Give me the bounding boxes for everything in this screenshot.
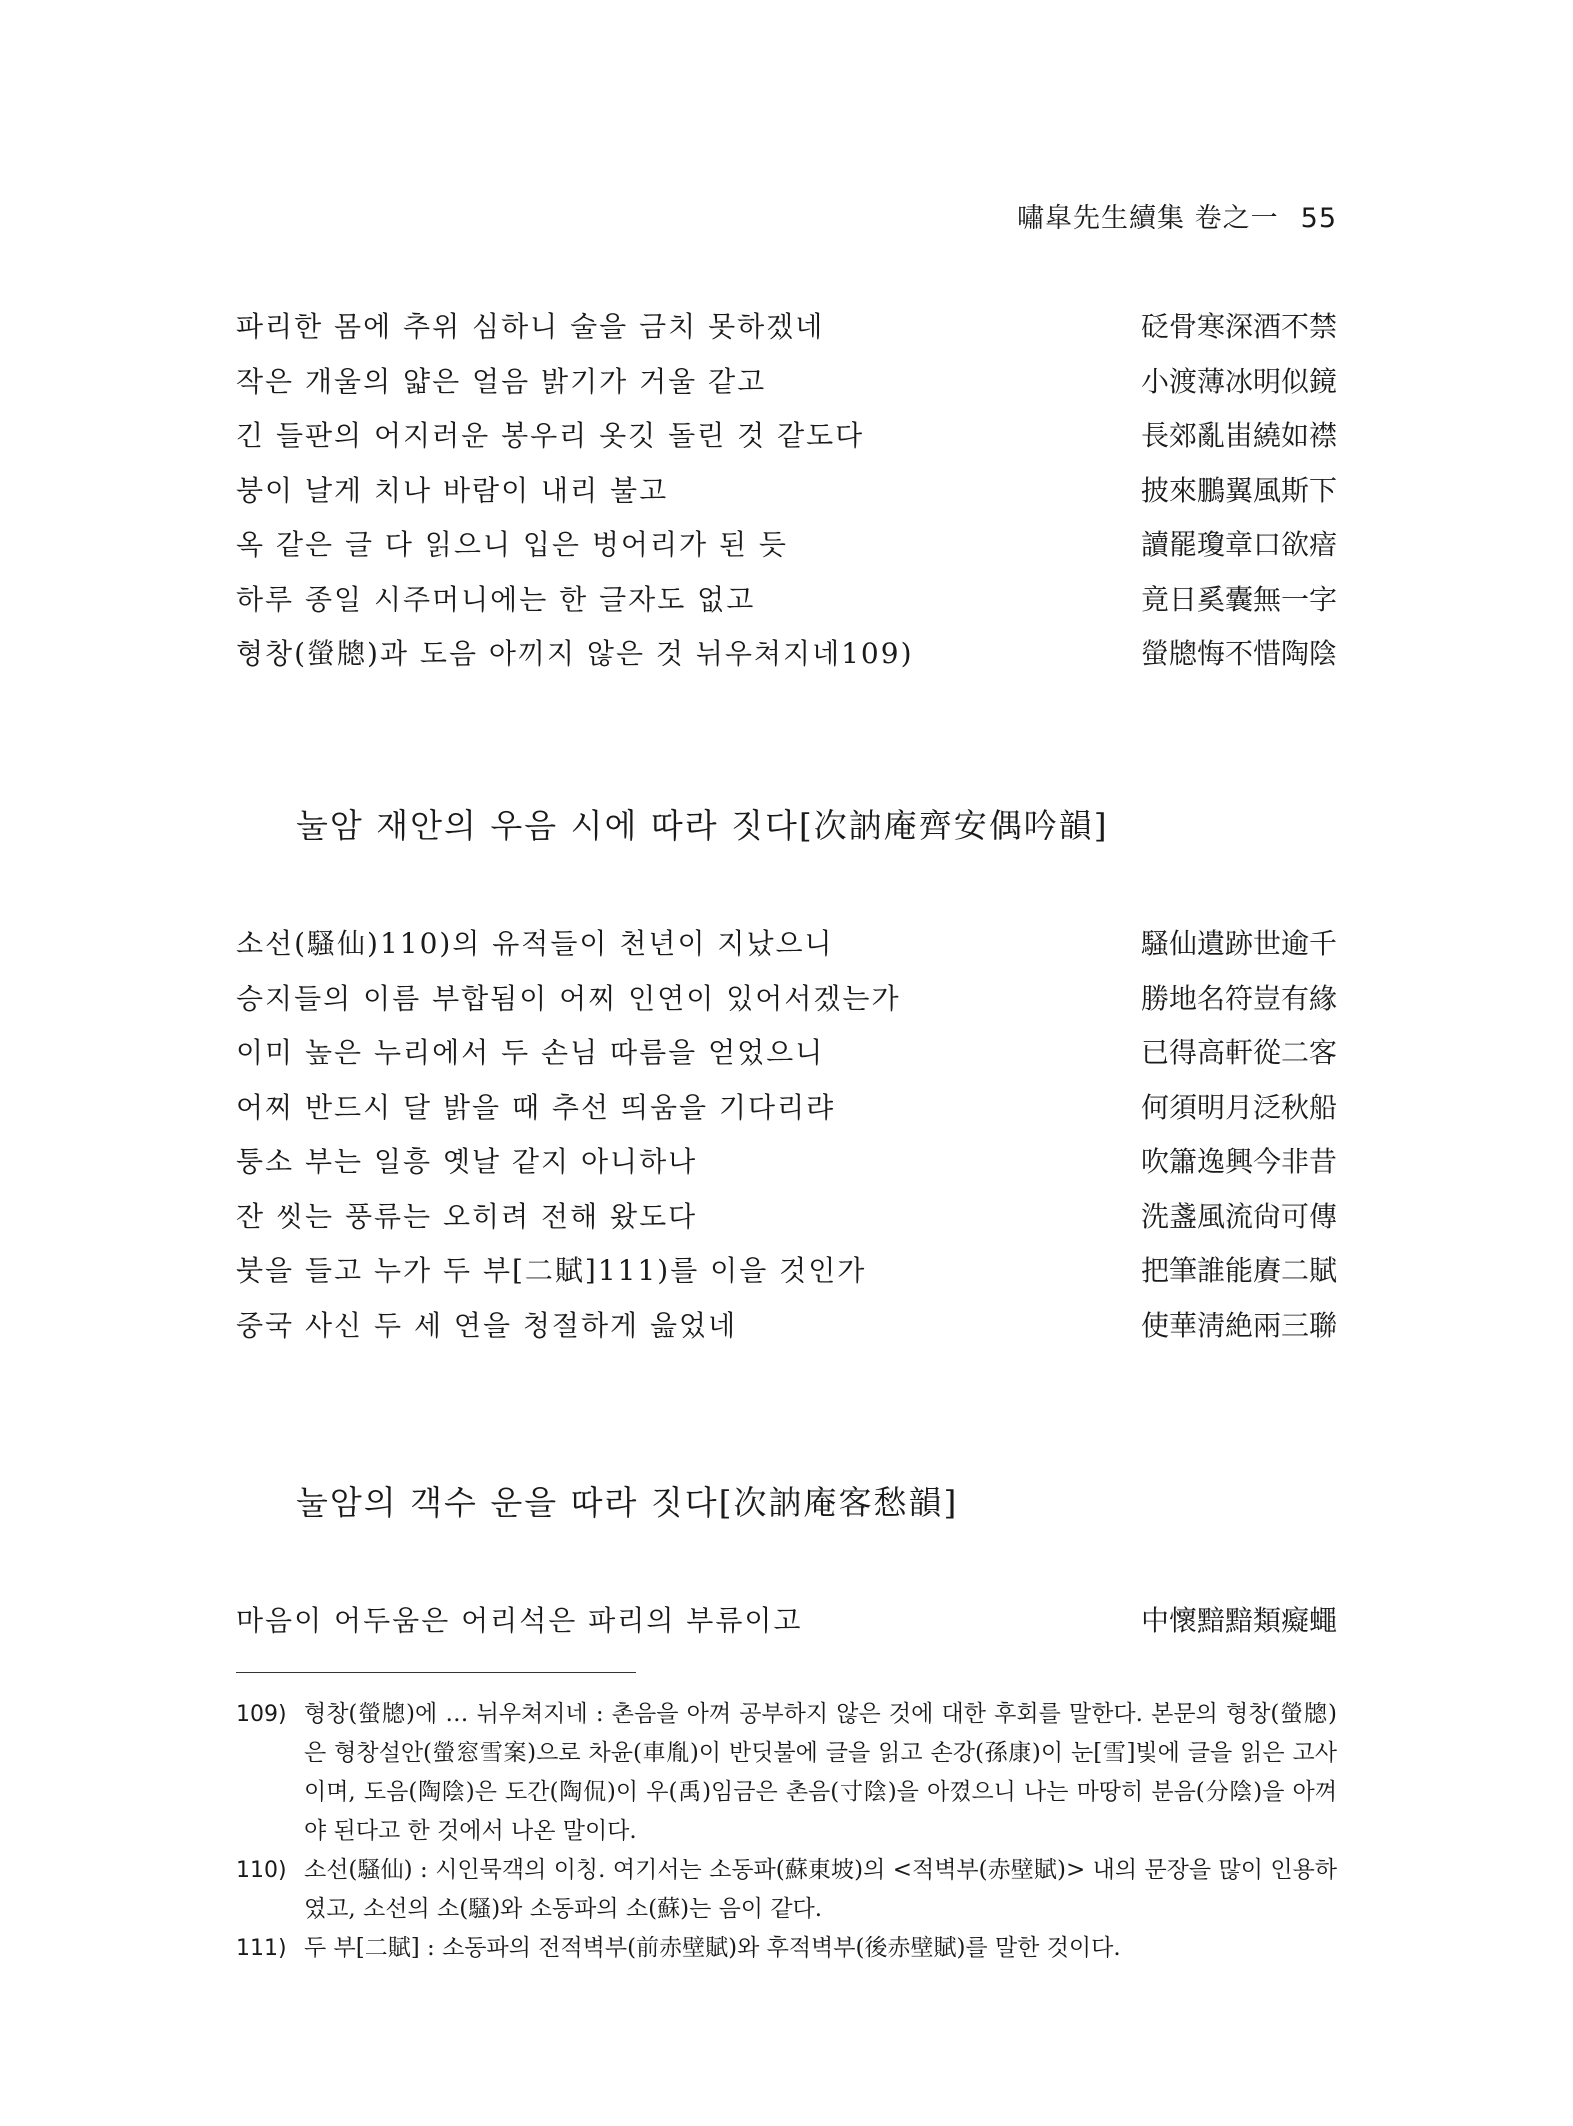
korean-line: 소선(騷仙)110)의 유적들이 천년이 지났으니 [236, 927, 834, 960]
poem-3 [236, 1594, 1337, 1649]
hanja-line: 竟日奚囊無一字 [1140, 582, 1337, 616]
footnote-number: 110) [236, 1858, 287, 1883]
korean-line: 작은 개울의 얇은 얼음 밝기가 거울 같고 [236, 364, 767, 398]
poem-1 [236, 300, 1337, 682]
poem-line [236, 573, 1337, 628]
hanja-line: 砭骨寒深酒不禁 [1140, 310, 1337, 343]
korean-line: 어찌 반드시 달 밝을 때 추선 띄움을 기다리랴 [236, 1090, 836, 1124]
footnote-text: 두 부[二賦] : 소동파의 전적벽부(前赤壁賦)와 후적벽부(後赤壁賦)를 말한 것이다. [304, 1935, 1121, 1961]
poem-line [236, 972, 1337, 1027]
korean-line: 승지들의 이름 부합됨이 어찌 인연이 있어서겠는가 [236, 981, 901, 1015]
hanja-line: 洗盞風流尙可傳 [1140, 1199, 1337, 1233]
hanja-line: 何須明月泛秋船 [1140, 1090, 1337, 1124]
footnote-111 [236, 1929, 1337, 1968]
footnote-divider [236, 1672, 636, 1673]
korean-line: 붕이 날게 치나 바람이 내리 불고 [236, 473, 669, 507]
poem-2 [236, 917, 1337, 1353]
korean-line: 퉁소 부는 일흥 옛날 같지 아니하나 [236, 1145, 698, 1178]
hanja-line: 使華淸絶兩三聯 [1140, 1308, 1337, 1342]
korean-line: 마음이 어두움은 어리석은 파리의 부류이고 [236, 1604, 803, 1637]
korean-line: 긴 들판의 어지러운 봉우리 옷깃 돌린 것 같도다 [236, 419, 865, 452]
hanja-line: 披來鵬翼風斯下 [1140, 473, 1337, 507]
footnote-109 [236, 1695, 1337, 1851]
hanja-line: 騷仙遺跡世逾千 [1140, 927, 1337, 960]
hanja-line: 讀罷瓊章口欲瘖 [1140, 528, 1337, 561]
korean-line: 옥 같은 글 다 읽으니 입은 벙어리가 된 듯 [236, 528, 788, 561]
korean-line: 이미 높은 누리에서 두 손님 따름을 얻었으니 [236, 1036, 825, 1069]
poem-2-title: 눌암 재안의 우음 시에 따라 짓다[次訥庵齊安偶吟韻] [296, 806, 1109, 845]
korean-line: 하루 종일 시주머니에는 한 글자도 없고 [236, 582, 756, 616]
hanja-line: 把筆誰能賡二賦 [1140, 1254, 1337, 1287]
poem-line [236, 1026, 1337, 1081]
hanja-line: 小渡薄冰明似鏡 [1140, 364, 1337, 398]
korean-line: 파리한 몸에 추위 심하니 술을 금치 못하겠네 [236, 310, 825, 343]
poem-line [236, 1299, 1337, 1354]
running-header [1017, 196, 1337, 235]
hanja-line: 已得高軒從二客 [1140, 1036, 1337, 1069]
hanja-line: 長郊亂峀繞如襟 [1140, 419, 1337, 452]
poem-line [236, 1081, 1337, 1136]
hanja-line: 吹簫逸興今非昔 [1140, 1145, 1337, 1178]
poem-line [236, 300, 1337, 355]
footnotes [236, 1695, 1337, 1968]
poem-line [236, 409, 1337, 464]
korean-line: 중국 사신 두 세 연을 청절하게 읊었네 [236, 1308, 738, 1342]
poem-line [236, 355, 1337, 410]
korean-line: 형창(螢牕)과 도음 아끼지 않은 것 뉘우쳐지네109) [236, 637, 914, 670]
book-title: 嘯皐先生續集 卷之一 [1017, 203, 1279, 234]
poem-line [236, 1594, 1337, 1649]
hanja-line: 螢牕悔不惜陶陰 [1140, 637, 1337, 670]
hanja-line: 中懷黯黯類癡蠅 [1140, 1604, 1337, 1637]
poem-line [236, 627, 1337, 682]
poem-line [236, 1135, 1337, 1190]
hanja-line: 勝地名符豈有緣 [1140, 981, 1337, 1015]
korean-line: 붓을 들고 누가 두 부[二賦]111)를 이을 것인가 [236, 1254, 867, 1287]
poem-line [236, 464, 1337, 519]
footnote-number: 111) [236, 1936, 287, 1961]
poem-line [236, 917, 1337, 972]
poem-line [236, 1244, 1337, 1299]
footnote-text: 형창(螢牕)에 … 뉘우쳐지네 : 촌음을 아껴 공부하지 않은 것에 대한 후회를 말한다. 본문의 형창(螢牕)은 형창설안(螢窓雪案)으로 차윤(車胤)이 반딧불에 글을 읽고 손강(孫康)이 눈[雪]빛에 글을 읽은 고사이며, 도음(陶陰)은 도간(陶侃)이 우(禹)임금은 촌음(寸陰)을 아꼈으니 나는 마땅히 분음(分陰)을 아껴야 된다고 한 것에서 나온 말이다. [304, 1701, 1337, 1844]
poem-line [236, 1190, 1337, 1245]
korean-line: 잔 씻는 풍류는 오히려 전해 왔도다 [236, 1199, 698, 1233]
footnote-number: 109) [236, 1702, 287, 1727]
page-number: 55 [1300, 203, 1337, 234]
footnote-110 [236, 1851, 1337, 1929]
poem-3-title: 눌암의 객수 운을 따라 짓다[次訥庵客愁韻] [296, 1483, 959, 1522]
footnote-text: 소선(騷仙) : 시인묵객의 이칭. 여기서는 소동파(蘇東坡)의 <적벽부(赤壁賦)> 내의 문장을 많이 인용하였고, 소선의 소(騷)와 소동파의 소(蘇)는 음이 같다. [304, 1857, 1337, 1922]
poem-line [236, 518, 1337, 573]
